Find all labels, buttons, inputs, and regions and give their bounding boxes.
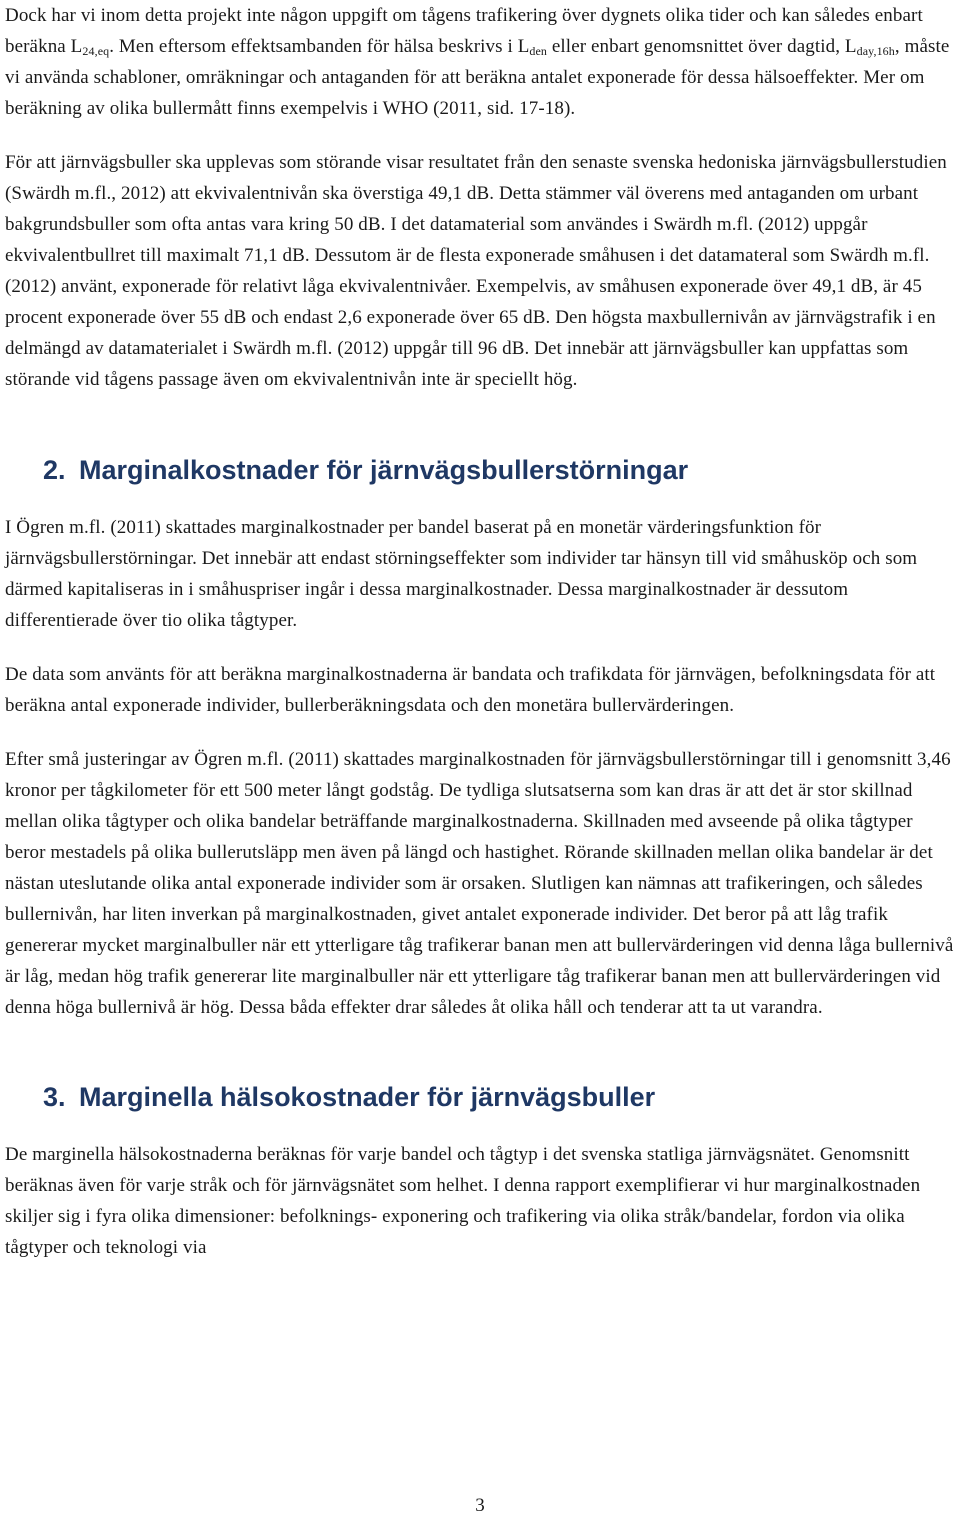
section-2-number: 2.: [43, 455, 66, 485]
page-number: 3: [475, 1495, 485, 1516]
section-3-paragraph-1: De marginella hälsokostnaderna beräknas för varje bandel och tågtyp i det svenska statliga järnvägsnätet. Genomsnitt beräknas även för varje stråk och för järnvägsnätet som helhet. I denna rapport exemplifierar vi hur marginalkostnaden skiljer sig i fyra olika dimensioner: befolknings- exponering och trafikering via olika stråk/bandelar, fordon via olika tågtyper och teknologi via: [5, 1144, 921, 1258]
intro-paragraph-1: Dock har vi inom detta projekt inte någon uppgift om tågens trafikering över dygnets olika tider och kan således enbart beräkna $L_{24,eq}$. Men eftersom effektsambanden för hälsa beskrivs i $L_{den}$ eller enbart genomsnittet över dagtid, $L_{day,16h}$, måste vi använda schabloner, omräkningar och antaganden för att beräkna antalet exponerade för dessa hälsoeffekter. Mer om beräkning av olika bullermått finns exempelvis i WHO (2011, sid. 17-18).: [5, 5, 950, 119]
section-3-number: 3.: [43, 1082, 66, 1112]
subscript-den: den: [529, 44, 548, 58]
section-2-heading: [5, 453, 955, 487]
section-2-paragraph-2: De data som använts för att beräkna marginalkostnaderna är bandata och trafikdata för järnvägen, befolkningsdata för att beräkna antal exponerade individer, bullerberäkningsdata och den monetära bullervärderingen.: [5, 664, 936, 716]
section-2-paragraph-3: Efter små justeringar av Ögren m.fl. (2011) skattades marginalkostnaden för järnvägsbullerstörningar till i genomsnitt 3,46 kronor per tågkilometer för ett 500 meter långt godståg. De tydliga slutsatserna som kan dras är att det är stor skillnad mellan olika tågtyper och olika bandelar beträffande marginalkostnaderna. Skillnaden med avseende på olika tågtyper beror mestadels på olika bullerutsläpp men även på längd och hastighet. Rörande skillnaden mellan olika bandelar är det nästan uteslutande olika antal exponerade individer som är orsaken. Slutligen kan nämnas att trafikeringen, och således bullernivån, har liten inverkan på marginalkostnaden, givet antalet exponerade individer. Det beror på att låg trafik genererar mycket marginalbuller när ett ytterligare tåg trafikerar banan men att bullervärderingen vid denna låga bullernivå är låg, medan hög trafik genererar lite marginalbuller när ett ytterligare tåg trafikerar banan men att bullervärderingen vid denna höga bullernivå är hög. Dessa båda effekter drar således åt olika håll och tenderar att ta ut varandra.: [5, 749, 954, 1018]
document-page: [5, 0, 955, 1263]
section-3-heading: [5, 1080, 955, 1114]
section-2-title: Marginalkostnader för järnvägsbullerstörningar: [79, 455, 689, 485]
subscript-24eq: 24,eq: [82, 44, 110, 58]
section-3-title: Marginella hälsokostnader för järnvägsbuller: [79, 1082, 656, 1112]
intro-paragraph-2: För att järnvägsbuller ska upplevas som störande visar resultatet från den senaste svenska hedoniska järnvägsbullerstudien (Swärdh m.fl., 2012) att ekvivalentnivån ska överstiga 49,1 dB. Detta stämmer väl överens med antaganden om urbant bakgrundsbuller som ofta antas vara kring 50 dB. I det datamaterial som användes i Swärdh m.fl. (2012) uppgår ekvivalentbullret till maximalt 71,1 dB. Dessutom är de flesta exponerade småhusen i det datamateral som Swärdh m.fl. (2012) använt, exponerade för relativt låga ekvivalentnivåer. Exempelvis, av småhusen exponerade över 49,1 dB, är 45 procent exponerade över 55 dB och endast 2,6 exponerade över 65 dB. Den högsta maxbullernivån av järnvägstrafik i en delmängd av datamaterialet i Swärdh m.fl. (2012) uppgår till 96 dB. Det innebär att järnvägsbuller kan uppfattas som störande vid tågens passage även om ekvivalentnivån inte är speciellt hög.: [5, 152, 947, 390]
section-2-paragraph-1: I Ögren m.fl. (2011) skattades marginalkostnader per bandel baserat på en monetär värderingsfunktion för järnvägsbullerstörningar. Det innebär att endast störningseffekter som individer tar hänsyn till vid småhusköp och som därmed kapitaliseras in i småhuspriser ingår i dessa marginalkostnader. Dessa marginalkostnader är dessutom differentierade över tio olika tågtyper.: [5, 517, 918, 631]
subscript-day16h: day,16h: [856, 44, 895, 58]
